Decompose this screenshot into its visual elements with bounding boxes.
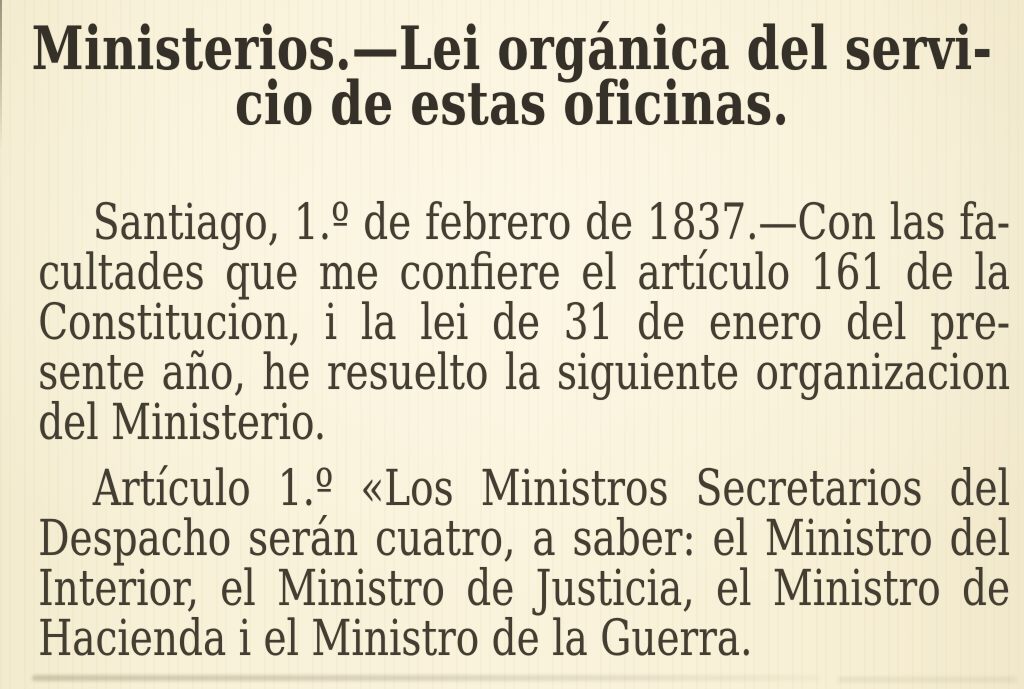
document-body xyxy=(38,193,1011,667)
document-sheet xyxy=(0,14,1024,667)
paragraph xyxy=(38,193,1011,451)
text-line: cultades que me confiere el artículo 161 de la xyxy=(38,243,1011,301)
text-line: Santiago, 1.º de febrero de 1837.—Con las fa- xyxy=(92,193,1011,251)
title-line-1: Ministerios.—Lei orgánica del servi- xyxy=(31,14,993,84)
text-line: Despacho serán cuatro, a saber: el Ministro del xyxy=(38,509,1011,567)
title-line-2: cio de estas oficinas. xyxy=(234,69,790,139)
document-title xyxy=(0,14,1024,139)
paragraph xyxy=(38,459,1011,667)
text-line: Hacienda i el Ministro de la Guerra. xyxy=(38,609,753,667)
text-line: Artículo 1.º «Los Ministros Secretarios del xyxy=(92,459,1011,517)
text-line: sente año, he resuelto la siguiente organizacion xyxy=(38,343,1011,401)
text-line: Constitucion, i la lei de 31 de enero del pre- xyxy=(38,293,1011,351)
scan-bottom-smudge xyxy=(32,675,820,681)
text-line: Interior, el Ministro de Justicia, el Ministro de xyxy=(38,559,1011,617)
scan-bottom-smudge-right xyxy=(838,677,1016,682)
text-line: del Ministerio. xyxy=(38,393,327,451)
